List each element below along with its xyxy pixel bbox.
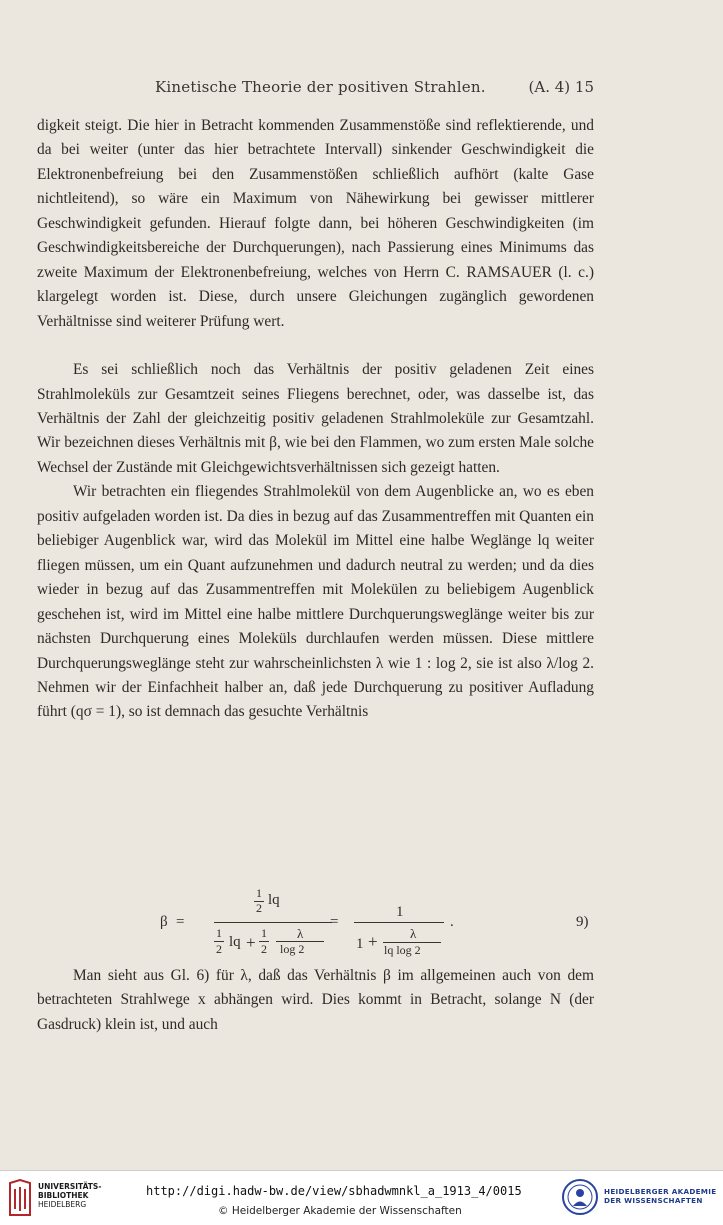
body-text [37,114,594,725]
paragraph-2: Es sei schließlich noch das Verhältnis der positiv geladenen Zeit eines Strahlmoleküls zur Gesamtzeit seines Fliegens berechnet, oder, was dasselbe ist, das Verhältnis der Zahl der gleichzeitig positiv geladenen Strahlmoleküle zur Gesamtzahl. Wir bezeichnen dieses Verhältnis mit β, wie bei den Flammen, wo zum ersten Male solche Wechsel der Zustände mit Gleichgewichtsverhältnissen sich gezeigt hatten. [37,361,594,476]
formula-frac1-den-t2-n: 1 [261,926,267,940]
paragraph-3: Wir betrachten ein fliegendes Strahlmolekül von dem Augenblicke an, wo es eben positiv aufgeladen worden ist. Da dies in bezug auf das Zusammentreffen mit Quanten ein beliebiger Augenblick war, wird das Molekül im Mittel eine halbe Weglänge lq weiter fliegen müssen, um ein Quant aufzunehmen und dadurch neutral zu werden; und da dies wieder in bezug auf das Zusammentreffen mit Molekülen zu beliebigem Augenblick geschehen ist, wird im Mittel eine halbe mittlere Durchquerungsweglänge weiter bis zur nächsten Durchquerung eines Moleküls durchlaufen werden müssen. Diese mittlere Durchquerungsweglänge steht zur wahrscheinlichsten λ wie 1 : log 2, sie ist also λ/log 2. Nehmen wir der Einfachheit halber an, daß jede Durchquerung zu positiver Aufladung führt (qσ = 1), so ist demnach das gesuchte Verhältnis [37,483,594,721]
library-line-2: BIBLIOTHEK [38,1191,89,1200]
academy-line-1: HEIDELBERGER AKADEMIE [604,1187,717,1196]
formula-frac2-plus: + [368,932,378,951]
library-line-1: UNIVERSITÄTS- [38,1182,102,1191]
academy-name [604,1187,716,1205]
copyright-notice: © Heidelberger Akademie der Wissenschaften [218,1205,462,1217]
formula-period: . [450,914,454,930]
formula-frac1-num-var: lq [268,892,280,908]
formula-frac2-bar [354,922,444,923]
university-library-logo-icon [8,1179,32,1217]
formula-frac1-den-t2-d: 2 [261,942,267,956]
academy-line-2: DER WISSENSCHAFTEN [604,1196,703,1205]
formula-frac2-num: 1 [396,904,404,920]
formula-frac1-den-d: 2 [216,942,222,956]
formula-plus: + [246,933,256,952]
formula-frac1-num-n: 1 [256,886,262,900]
formula-frac1-den-var: lq [229,934,241,950]
formula-log2: log 2 [280,942,305,956]
formula-frac2-den-t2: lq log 2 [384,943,421,957]
viewer-footer [0,1170,723,1225]
formula-frac1-num-d: 2 [256,901,262,915]
paragraph-1: digkeit steigt. Die hier in Betracht kommenden Zusammenstöße sind reflektierende, und da bei weiter (unter das hier betrachtete Intervall) sinkender Geschwindigkeit die Elektronenbefreiung bei den Zusammenstößen schließlich aufhört (kalte Gase nichtleitend), so wäre ein Maximum von Nähewirkung bei gewisser mittlerer Geschwindigkeit gefunden. Hierauf folgte dann, bei höheren Geschwindigkeiten (im Geschwindigkeitsbereiche der Durchquerungen), nach Passierung eines Minimums das zweite Maximum der Elektronenbefreiung, welches von Herrn C. RAMSAUER (l. c.) klargelegt worden ist. Diese, durch unsere Gleichungen zugänglich gewordenen Verhältnisse sind weiterer Prüfung wert. [37,117,594,330]
university-library-name [38,1182,101,1209]
running-head-title: Kinetische Theorie der positiven Strahlen. [155,78,486,96]
body-text-continued [37,964,594,1037]
paragraph-4: Man sieht aus Gl. 6) für λ, daß das Verhältnis β im allgemeinen auch von dem betrachteten Strahlwege x abhängen wird. Dies kommt in Betracht, solange N (der Gasdruck) klein ist, und auch [37,967,594,1033]
formula-equals-2: = [330,914,339,930]
page-number: (A. 4) 15 [528,78,594,96]
formula-frac2-lambda: λ [410,926,417,941]
academy-seal-icon [561,1178,599,1216]
formula-frac1-bar [214,922,332,923]
formula-frac1-den-n: 1 [216,926,222,940]
formula-lambda: λ [297,926,304,941]
running-head [38,78,594,100]
equation-9 [150,886,594,968]
library-line-3: HEIDELBERG [38,1200,87,1209]
formula-frac2-den-one: 1 [356,936,364,952]
formula-beta: β [160,914,168,930]
equation-number: 9) [576,914,589,930]
permalink-url[interactable]: http://digi.hadw-bw.de/view/sbhadwmnkl_a_1913_4/0015 [146,1184,522,1198]
formula-equals: = [176,914,185,930]
